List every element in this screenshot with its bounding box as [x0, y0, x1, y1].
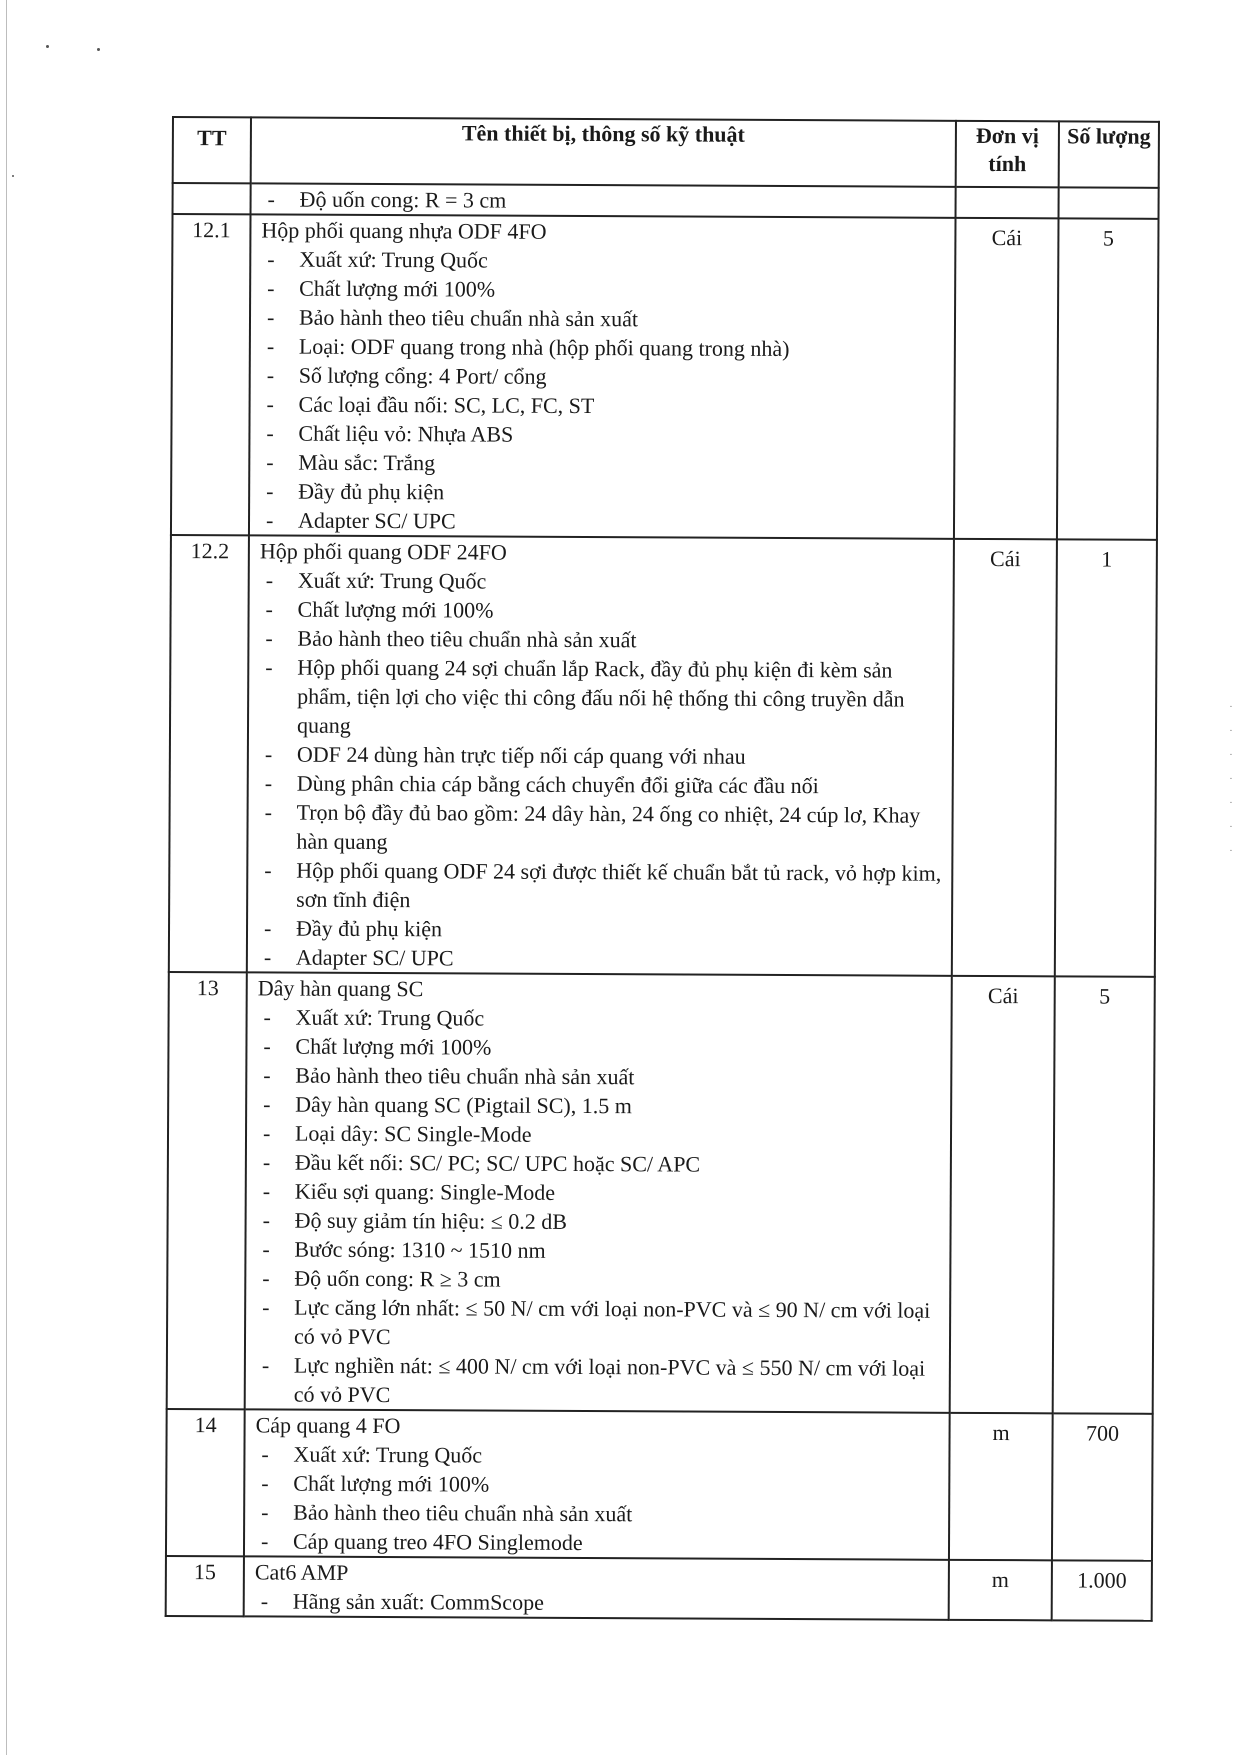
table-row [166, 1556, 1152, 1621]
item-number: 12.2 [169, 535, 249, 972]
spec-item: - Chất liệu vỏ: Nhựa ABS [260, 418, 947, 450]
item-number: 12.1 [171, 214, 251, 535]
item-quantity: 5 [1053, 976, 1155, 1413]
item-description [247, 535, 954, 975]
scan-speck [97, 48, 100, 51]
spec-item: - Loại: ODF quang trong nhà (hộp phối quang trong nhà) [261, 331, 948, 363]
item-description [245, 972, 952, 1412]
header-name: Tên thiết bị, thông số kỹ thuật [251, 117, 956, 186]
spec-item: - Độ suy giảm tín hiệu: ≤ 0.2 dB [257, 1205, 944, 1237]
header-unit: Đơn vị tính [956, 121, 1059, 188]
item-name: Cáp quang 4 FO [255, 1412, 401, 1439]
spec-item: - Hộp phối quang ODF 24 sợi được thiết kế chuẩn bắt tủ rack, vỏ hợp kim, sơn tĩnh điện [258, 855, 945, 916]
scan-speck [46, 45, 49, 48]
spec-item: - Bảo hành theo tiêu chuẩn nhà sản xuất [261, 302, 948, 334]
spec-item: - Chất lượng mới 100% [261, 273, 948, 305]
item-unit: m [949, 1560, 1052, 1621]
spec-item: - Xuất xứ: Trung Quốc [255, 1439, 942, 1471]
spec-item: - Đầy đủ phụ kiện [258, 913, 945, 945]
spec-item: - Màu sắc: Trắng [260, 447, 947, 479]
spec-item: - Bảo hành theo tiêu chuẩn nhà sản xuất [259, 623, 946, 655]
spec-item: - Dây hàn quang SC (Pigtail SC), 1.5 m [257, 1089, 944, 1121]
item-unit: m [949, 1413, 1053, 1561]
table-row [166, 1409, 1153, 1561]
spec-item: - Các loại đầu nối: SC, LC, FC, ST [261, 389, 948, 421]
equipment-spec-table [165, 116, 1160, 1622]
spec-item: - ODF 24 dùng hàn trực tiếp nối cáp quang với nhau [259, 739, 946, 771]
table-row [169, 535, 1157, 977]
item-description [244, 1556, 949, 1619]
spec-item: - Xuất xứ: Trung Quốc [258, 1002, 945, 1034]
spec-list [258, 565, 947, 974]
item-name: Cat6 AMP [254, 1559, 349, 1585]
scan-speck [12, 175, 14, 177]
table-header-row [173, 117, 1159, 188]
item-name: Hộp phối quang ODF 24FO [259, 538, 507, 565]
spec-list [256, 1002, 945, 1411]
scan-page-edge [6, 0, 7, 1755]
spec-item: - Kiểu sợi quang: Single-Mode [257, 1176, 944, 1208]
table-row [171, 214, 1159, 540]
spec-item: - Trọn bộ đầy đủ bao gồm: 24 dây hàn, 24 ống co nhiệt, 24 cúp lơ, Khay hàn quang [258, 797, 945, 858]
item-name: Hộp phối quang nhựa ODF 4FO [261, 217, 547, 244]
item-number: 13 [167, 972, 247, 1409]
spec-item: - Lực nghiền nát: ≤ 400 N/ cm với loại non-PVC và ≤ 550 N/ cm với loại có vỏ PVC [256, 1350, 943, 1411]
item-quantity: 1.000 [1052, 1560, 1152, 1620]
spec-item: - Chất lượng mới 100% [260, 594, 947, 626]
spec-list [255, 1586, 942, 1618]
spec-item: - Bảo hành theo tiêu chuẩn nhà sản xuất [255, 1497, 942, 1529]
item-quantity: 1 [1055, 539, 1157, 976]
continuation-row [173, 183, 1159, 219]
continuation-tt [173, 183, 251, 214]
continuation-qty [1059, 187, 1159, 218]
item-number: 14 [166, 1409, 245, 1556]
spec-item: - Adapter SC/ UPC [260, 505, 947, 537]
item-unit: Cái [954, 218, 1059, 539]
spec-item: - Loại dây: SC Single-Mode [257, 1118, 944, 1150]
spec-item: - Chất lượng mới 100% [255, 1468, 942, 1500]
spec-item: - Cáp quang treo 4FO Singlemode [255, 1526, 942, 1558]
item-unit: Cái [952, 539, 1057, 976]
spec-item: - Đầy đủ phụ kiện [260, 476, 947, 508]
continuation-specs [251, 183, 956, 217]
spec-list [260, 244, 948, 537]
spec-item: - Xuất xứ: Trung Quốc [261, 244, 948, 276]
spec-item: - Bước sóng: 1310 ~ 1510 nm [256, 1234, 943, 1266]
spec-item: - Đầu kết nối: SC/ PC; SC/ UPC hoặc SC/ APC [257, 1147, 944, 1179]
spec-item: - Độ uốn cong: R ≥ 3 cm [256, 1263, 943, 1295]
header-tt: TT [173, 117, 251, 183]
spec-item: - Adapter SC/ UPC [258, 942, 945, 974]
item-description [249, 214, 956, 538]
spec-list [255, 1439, 943, 1558]
item-number: 15 [166, 1556, 244, 1616]
item-name: Dây hàn quang SC [257, 975, 424, 1002]
table-row [167, 972, 1155, 1414]
header-qty: Số lượng [1059, 121, 1159, 187]
item-unit: Cái [950, 976, 1055, 1413]
spec-item: - Số lượng cổng: 4 Port/ cổng [261, 360, 948, 392]
spec-item: - Hãng sản xuất: CommScope [255, 1586, 942, 1618]
scan-margin-marks: · · · · · · · [1229, 701, 1233, 857]
spec-item: - Dùng phân chia cáp bằng cách chuyển đổi giữa các đầu nối [259, 768, 946, 800]
spec-item: - Chất lượng mới 100% [257, 1031, 944, 1063]
item-description [244, 1409, 950, 1559]
spec-item: - Hộp phối quang 24 sợi chuẩn lắp Rack, đầy đủ phụ kiện đi kèm sản phẩm, tiện lợi cho việc thi công đấu nối hệ thống thi công truyền dẫn quang [259, 652, 946, 742]
spec-item: - Xuất xứ: Trung Quốc [260, 565, 947, 597]
continuation-unit [956, 187, 1059, 219]
item-quantity: 5 [1057, 218, 1159, 539]
spec-item: - Bảo hành theo tiêu chuẩn nhà sản xuất [257, 1060, 944, 1092]
spec-item: - Lực căng lớn nhất: ≤ 50 N/ cm với loại non-PVC và ≤ 90 N/ cm với loại có vỏ PVC [256, 1292, 943, 1353]
spec-item: - Độ uốn cong: R = 3 cm [262, 184, 949, 216]
item-quantity: 700 [1052, 1413, 1153, 1560]
